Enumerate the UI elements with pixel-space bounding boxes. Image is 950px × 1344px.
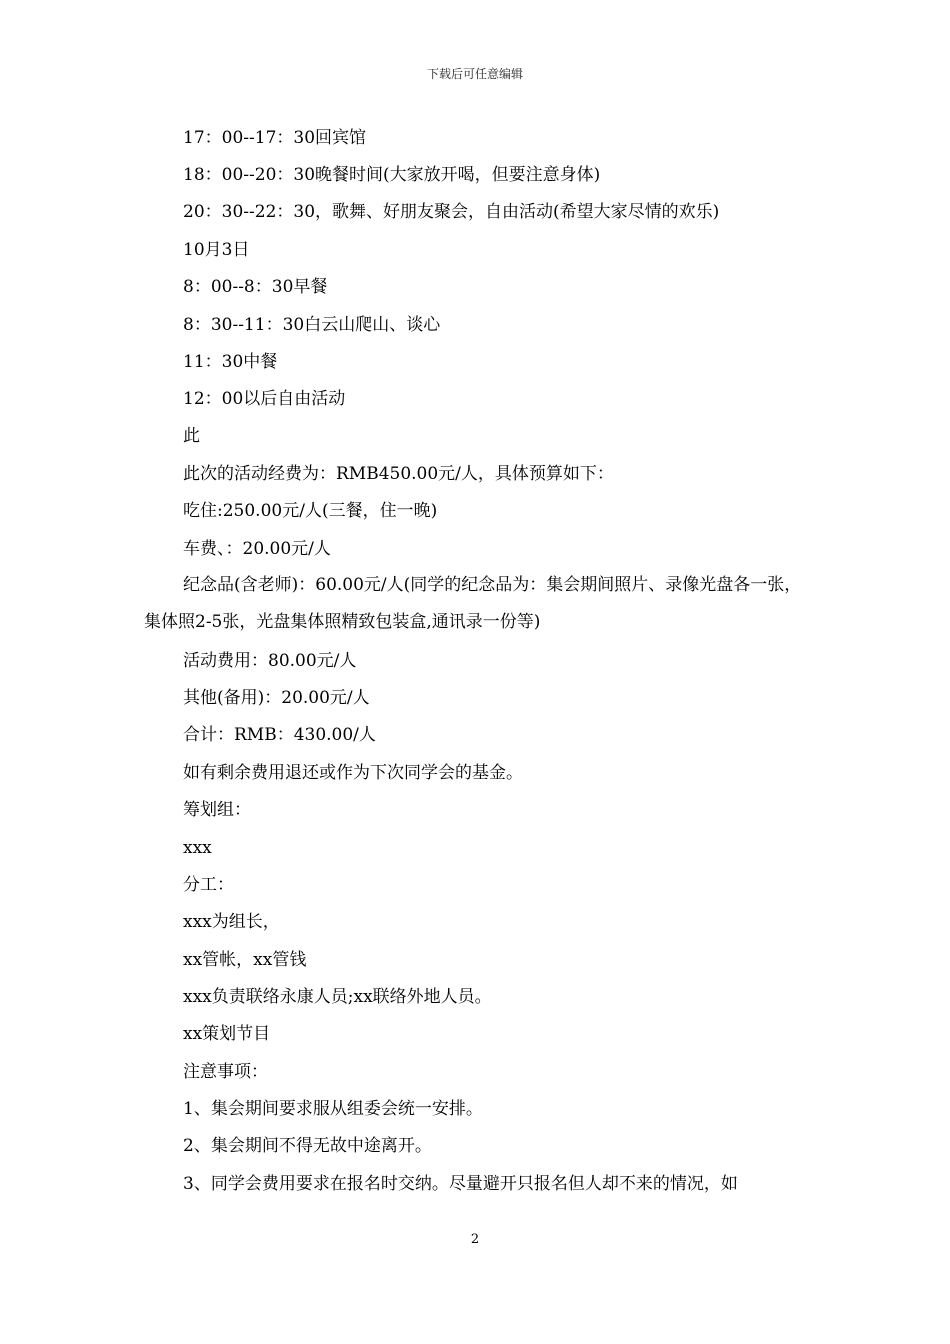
text-line: xxx bbox=[183, 838, 212, 858]
budget-line: 活动费用：80.00元/人 bbox=[183, 651, 357, 671]
list-item: 3、同学会费用要求在报名时交纳。尽量避开只报名但人却不来的情况，如 bbox=[183, 1174, 738, 1194]
section-heading: 筹划组： bbox=[183, 800, 251, 820]
budget-line: 车费、：20.00元/人 bbox=[183, 539, 331, 559]
date-line: 10月3日 bbox=[183, 240, 250, 260]
text-line: 此 bbox=[183, 426, 200, 446]
schedule-line: 11：30中餐 bbox=[183, 352, 278, 372]
page-header: 下载后可任意编辑 bbox=[426, 67, 523, 81]
page-number: 2 bbox=[470, 1232, 480, 1247]
budget-line: 其他(备用)：20.00元/人 bbox=[183, 688, 370, 708]
list-item: 1、集会期间要求服从组委会统一安排。 bbox=[183, 1099, 483, 1119]
list-item: 2、集会期间不得无故中途离开。 bbox=[183, 1136, 432, 1156]
budget-intro-line: 此次的活动经费为：RMB450.00元/人，具体预算如下： bbox=[183, 464, 614, 484]
budget-total-line: 合计：RMB：430.00/人 bbox=[183, 725, 376, 745]
souvenir-paragraph: 纪念品(含老师)：60.00元/人(同学的纪念品为：集会期间照片、录像光盘各一张，集体照2-5张，光盘集体照精致包装盒,通讯录一份等) bbox=[144, 575, 802, 632]
schedule-line: 8：00--8：30早餐 bbox=[183, 277, 328, 297]
section-heading: 注意事项： bbox=[183, 1062, 268, 1082]
schedule-line: 20：30--22：30，歌舞、好朋友聚会，自由活动(希望大家尽情的欢乐) bbox=[183, 202, 720, 222]
schedule-line: 18：00--20：30晚餐时间(大家放开喝，但要注意身体) bbox=[183, 165, 601, 185]
text-line: xx管帐，xx管钱 bbox=[183, 950, 307, 970]
text-line: 如有剩余费用退还或作为下次同学会的基金。 bbox=[183, 763, 523, 783]
schedule-line: 12：00以后自由活动 bbox=[183, 389, 346, 409]
text-line: xx策划节目 bbox=[183, 1024, 271, 1044]
budget-line: 吃住:250.00元/人(三餐，住一晚) bbox=[183, 501, 438, 521]
schedule-line: 8：30--11：30白云山爬山、谈心 bbox=[183, 315, 441, 335]
text-line: xxx负责联络永康人员;xx联络外地人员。 bbox=[183, 987, 492, 1007]
text-line: xxx为组长， bbox=[183, 912, 280, 932]
schedule-line: 17：00--17：30回宾馆 bbox=[183, 128, 367, 148]
section-heading: 分工： bbox=[183, 875, 234, 895]
